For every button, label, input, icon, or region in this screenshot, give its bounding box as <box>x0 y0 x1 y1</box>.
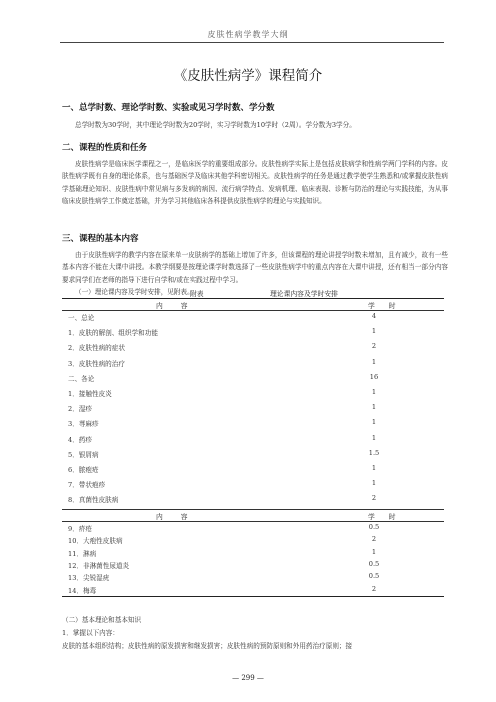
table-header-hours-repeat: 学时 <box>368 513 410 521</box>
subsection-basic-theory: （二）基本理论和基本知识 <box>62 616 142 624</box>
subsection-theory-schedule: （一）理论课内容及学时安排，见附表。 <box>75 288 194 296</box>
table-row <box>62 403 444 414</box>
table-cell-hours: 0.5 <box>368 572 380 581</box>
table-row <box>62 418 444 429</box>
table-row <box>62 479 444 490</box>
table-row <box>62 523 444 534</box>
table-cell-hours: 4 <box>371 312 377 320</box>
table-cell-content: 14．梅毒 <box>68 586 97 595</box>
table-row <box>62 535 444 546</box>
table-cell-hours: 1 <box>371 418 377 427</box>
section-heading-hours: 一、总学时数、理论学时数、实验或见习学时数、学分数 <box>62 103 275 113</box>
running-header: 皮肤性病学教学大纲 <box>207 30 289 39</box>
table-cell-content: 6．脓疱疮 <box>68 466 99 474</box>
table-cell-content: 1．接触性皮炎 <box>68 390 112 398</box>
table-caption-label: 附表 <box>190 290 204 298</box>
table-row <box>62 560 444 571</box>
section-text-nature: 皮肤性病学是临床医学课程之一，是临床医学的重要组成部分。皮肤性病学实际上是包括皮肤病学和性病学两门学科的内容。皮肤性病学既有自身的理论体系，也与基础医学及临床其他学科密切相关。皮肤性病学的任务是通过教学使学生熟悉和/或掌握皮肤性病学基础理论知识、皮肤性病中常见病与多发病的病因、流行病学特点、发病机理、临床表现、诊断与防治的理论与实践技能，为从事临床皮肤性病学工作奠定基础，并为学习其他临床各科提供皮肤性病学的理论与实践知识。 <box>62 160 448 205</box>
table-top-rule <box>62 298 444 299</box>
table-cell-hours: 1 <box>371 327 377 336</box>
table-cell-content: 3．荨麻疹 <box>68 420 99 429</box>
table-cell-hours: 2 <box>371 494 377 503</box>
table-row <box>62 464 444 475</box>
table-header-content: 内容 <box>156 302 206 310</box>
page-number: — 299 — <box>232 674 264 682</box>
section-heading-content: 三、课程的基本内容 <box>62 234 139 244</box>
table-cell-content: 11．淋病 <box>68 549 97 558</box>
table-cell-hours: 1.5 <box>368 448 380 457</box>
table-cell-hours: 1 <box>371 388 377 396</box>
table-cell-content: 二、各论 <box>68 374 95 383</box>
section-text-hours: 总学时数为30学时，其中理论学时数为20学时，实习学时数为10学时（2周）。学分数为3学分。 <box>75 121 356 129</box>
header-rule <box>60 42 444 43</box>
table-row <box>62 388 444 399</box>
table-row <box>62 342 444 353</box>
table-header-rule <box>62 310 444 311</box>
table-cell-content: 2．皮肤性病的症状 <box>68 344 125 353</box>
table-row <box>62 572 444 583</box>
table-row <box>62 434 444 445</box>
table-cell-hours: 1 <box>371 433 377 442</box>
table-cell-content: 9．疥疮 <box>68 525 92 533</box>
table-row <box>62 548 444 559</box>
table-row <box>62 373 444 384</box>
table-row <box>62 494 444 505</box>
table-cell-hours: 16 <box>369 372 379 381</box>
list-item-master: 1．掌握以下内容： <box>62 629 119 637</box>
table-cell-content: 3．皮肤性病的治疗 <box>68 359 125 368</box>
document-title: 《皮肤性病学》课程简介 <box>173 68 323 84</box>
table-cell-content: 一、总论 <box>68 314 95 322</box>
table-cell-content: 5．银屑病 <box>68 450 99 459</box>
table-header-hours: 学时 <box>368 302 410 310</box>
table-row <box>62 327 444 338</box>
table-header-content-repeat: 内容 <box>156 513 206 521</box>
table-cell-hours: 2 <box>371 342 377 351</box>
table-row <box>62 585 444 596</box>
table-cell-content: 8．真菌性皮肤病 <box>68 496 119 505</box>
table-cell-hours: 0.5 <box>368 523 380 531</box>
table-cell-content: 10．大疱性皮肤病 <box>68 537 123 546</box>
section-text-content: 由于皮肤性病学的教学内容在原来单一皮肤病学的基础上增加了许多，但该课程的理论讲授学时数未增加，且有减少，故有一些基本内容不能在大课中讲授。本教学纲要是按理论课学时数选择了一些皮肤性病学中的重点内容在大课中讲授，还有相当一部分内容要求同学们在老师的指导下进行自学和/或在实践过程中学习。 <box>62 251 448 284</box>
table-cell-hours: 1 <box>371 547 377 556</box>
table-cell-content: 13．尖锐湿疣 <box>68 574 110 583</box>
table-cell-hours: 1 <box>371 479 377 488</box>
table-cell-content: 4．药疹 <box>68 435 92 444</box>
table-cell-hours: 2 <box>371 535 377 544</box>
table-cell-content: 7．带状疱疹 <box>68 481 106 490</box>
table-mid-rule-top <box>62 509 444 510</box>
table-row <box>62 449 444 460</box>
table-row <box>62 312 444 323</box>
table-caption-title: 理论课内容及学时安排 <box>270 290 338 298</box>
table-bottom-rule <box>62 596 444 597</box>
table-cell-hours: 2 <box>371 584 377 593</box>
table-cell-hours: 1 <box>371 464 377 472</box>
section-heading-nature: 二、课程的性质和任务 <box>62 143 148 153</box>
table-cell-hours: 0.5 <box>368 559 380 568</box>
table-cell-content: 2．湿疹 <box>68 405 92 414</box>
table-mid-rule-bottom <box>62 521 444 522</box>
table-row <box>62 358 444 369</box>
body-text-last-line: 皮肤的基本组织结构；皮肤性病的原发损害和继发损害；皮肤性病的预防原则和外用药治疗原则；接 <box>62 642 353 650</box>
table-cell-hours: 1 <box>371 357 377 366</box>
table-cell-content: 1．皮肤的解剖、组织学和功能 <box>68 329 158 338</box>
table-cell-hours: 1 <box>371 403 377 412</box>
table-cell-content: 12．非淋菌性尿道炎 <box>68 561 130 570</box>
